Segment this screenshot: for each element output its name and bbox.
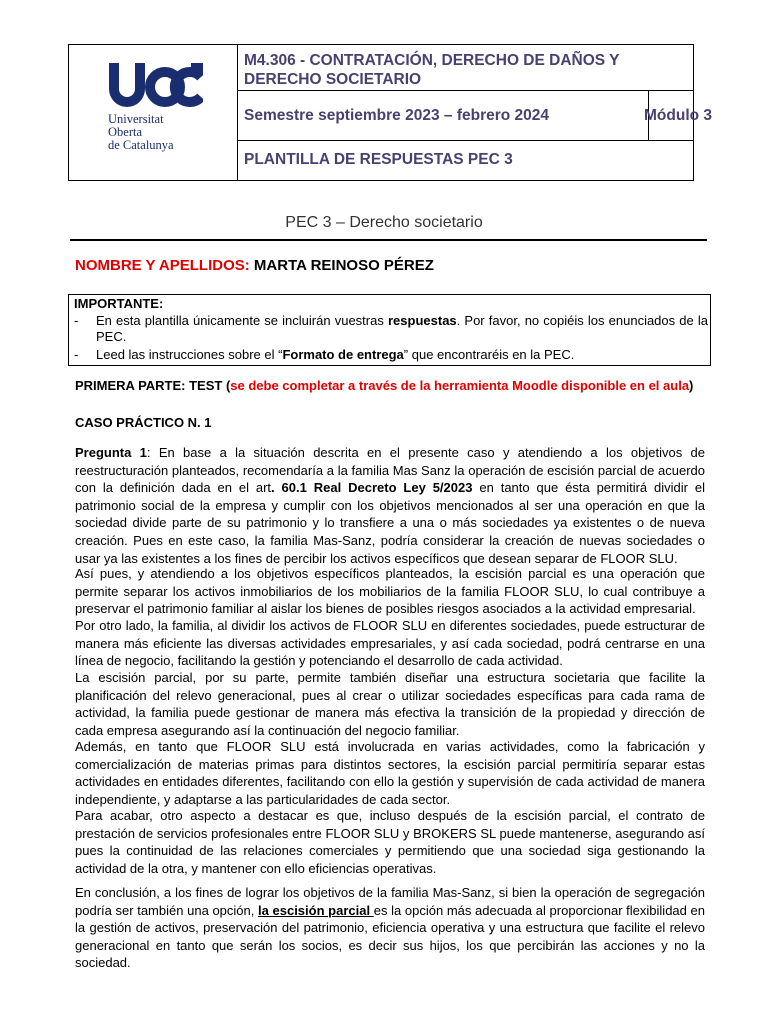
q1-p1-c: en tanto que ésta permitirá dividir el patrimonio social de la empresa y cumplir con los objetivos mencionados al ser una operación en que la sociedad divide parte de su patrimonio y lo transfiere a una o más sociedades ya existentes o de nueva creación. Pues en este caso, la familia Mas-Sanz, podría considerar la creación de nuevas sociedades o usar ya las existentes a los fines de percibir los activos específicos que desean separar de FLOOR SLU. (75, 480, 705, 566)
item1-text-c: . Por favor, no copiéis los enunciados de la PEC. (96, 313, 708, 344)
q1-label: Pregunta 1 (75, 445, 147, 460)
semester-text: Semestre septiembre 2023 – febrero 2024 (244, 107, 550, 124)
part1-heading (75, 377, 705, 395)
q1-p1-a: : En base a la situación descrita en el presente caso y atendiendo a los objetivos de reestructuración planteados, recomendaría a la familia Mas Sanz la operación de escisión parcial de acuerdo con la definición dada en el art (75, 445, 705, 496)
student-name-row (75, 257, 434, 274)
course-title-cell (238, 45, 693, 91)
important-box (68, 294, 711, 366)
logo-text-line3: de Catalunya (108, 138, 174, 152)
q1-conclusion (75, 884, 705, 972)
q1-paragraph-1 (75, 444, 705, 567)
name-label: NOMBRE Y APELLIDOS: (75, 257, 250, 274)
course-title-line2: DERECHO SOCIETARIO (244, 71, 422, 88)
q1-paragraph-3: Por otro lado, la familia, al dividir los activos de FLOOR SLU en diferentes sociedades, puede estructurar de manera más eficiente las diversas actividades empresariales, y así cada sociedad, podrá centrarse en una línea de negocio, facilitando la gestión y potenciando el desarrollo de cada actividad. (75, 618, 705, 669)
important-item-1-text (96, 313, 708, 345)
q1-paragraph-6: Para acabar, otro aspecto a destacar es que, incluso después de la escisión parcial, el contrato de prestación de servicios profesionales entre FLOOR SLU y BROKERS SL puede mantenerse, asegurando así pues la continuidad de las relaciones comerciales y permitiendo que una sociedad siga gestionando la actividad de la otra, y mantener con ello eficiencias operativas. (75, 808, 705, 876)
conclusion-a: En conclusión, a los fines de lograr los objetivos de la familia Mas-Sanz, si bien la operación de segregación podría ser también una opción, (75, 885, 705, 918)
logo-text-line1: Universitat (108, 112, 164, 126)
part1-note: se debe completar a través de la herramienta Moodle disponible en el aula (230, 378, 690, 393)
conclusion-underlined: la escisión parcial (258, 902, 374, 918)
uoc-logo-icon (107, 61, 203, 109)
case-title: CASO PRÁCTICO N. 1 (75, 415, 212, 430)
list-dash: - (74, 347, 79, 362)
conclusion-c: es la opción más adecuada al proporcionar flexibilidad en la gestión de activos, preservación del patrimonio, eficiencia operativa y una estructura que facilite el relevo generacional en tanto que serán los socios, es decir sus hijos, los que percibirán las acciones y no la sociedad. (75, 902, 705, 971)
template-title: PLANTILLA DE RESPUESTAS PEC 3 (244, 151, 513, 168)
list-dash: - (74, 313, 79, 328)
item2-text-c: ” que encontraréis en la PEC. (403, 347, 575, 362)
q1-p1-bold: . 60.1 Real Decreto Ley 5/2023 (271, 480, 473, 496)
name-value: MARTA REINOSO PÉREZ (253, 257, 434, 274)
item2-text-a: Leed las instrucciones sobre el “ (96, 347, 283, 362)
logo-cell (69, 45, 238, 180)
q1-paragraph-4: La escisión parcial, por su parte, permite también diseñar una estructura societaria que facilite la planificación del relevo generacional, pues al crear o utilizar sociedades específicas para cada rama de actividad, la familia puede gestionar de manera más efectiva la transición de la propiedad y dirección de cada empresa asegurando así la continuación del negocio familiar. (75, 670, 705, 738)
item2-text-bold: Formato de entrega (282, 347, 404, 362)
module-cell (644, 91, 713, 141)
q1-paragraph-5: Además, en tanto que FLOOR SLU está involucrada en varias actividades, como la fabricación y comercialización de materias primas para distintos sectores, la escisión parcial permitiría separar estas actividades en entidades diferentes, facilitando con ello la gestión y supervisión de cada actividad de manera independiente, y adaptarse a las particularidades de cada sector. (75, 739, 705, 807)
part1-close: ) (689, 378, 694, 393)
item1-text-a: En esta plantilla únicamente se incluirán vuestras (96, 313, 384, 328)
pec-title: PEC 3 – Derecho societario (285, 214, 483, 231)
semester-cell (238, 91, 649, 141)
template-title-cell (238, 141, 693, 180)
q1-paragraph-2: Así pues, y atendiendo a los objetivos específicos planteados, la escisión parcial es una operación que permite separar los activos inmobiliarios de los mobiliarios de la familia FLOOR SLU, lo cual contribuye a preservar el patrimonio familiar al aislar los bienes de posibles riesgos asociados a la actividad empresarial. (75, 566, 705, 617)
logo-text-line2: Oberta (108, 125, 143, 139)
important-item-2-text (96, 347, 708, 363)
title-divider (70, 239, 707, 241)
header-table (68, 44, 713, 181)
item1-text-bold: respuestas (388, 313, 457, 328)
module-text: Módulo 3 (644, 107, 713, 124)
part1-label: PRIMERA PARTE: TEST ( (75, 378, 231, 393)
course-title-line1: M4.306 - CONTRATACIÓN, DERECHO DE DAÑOS Y (244, 52, 620, 69)
important-title: IMPORTANTE: (74, 296, 164, 311)
